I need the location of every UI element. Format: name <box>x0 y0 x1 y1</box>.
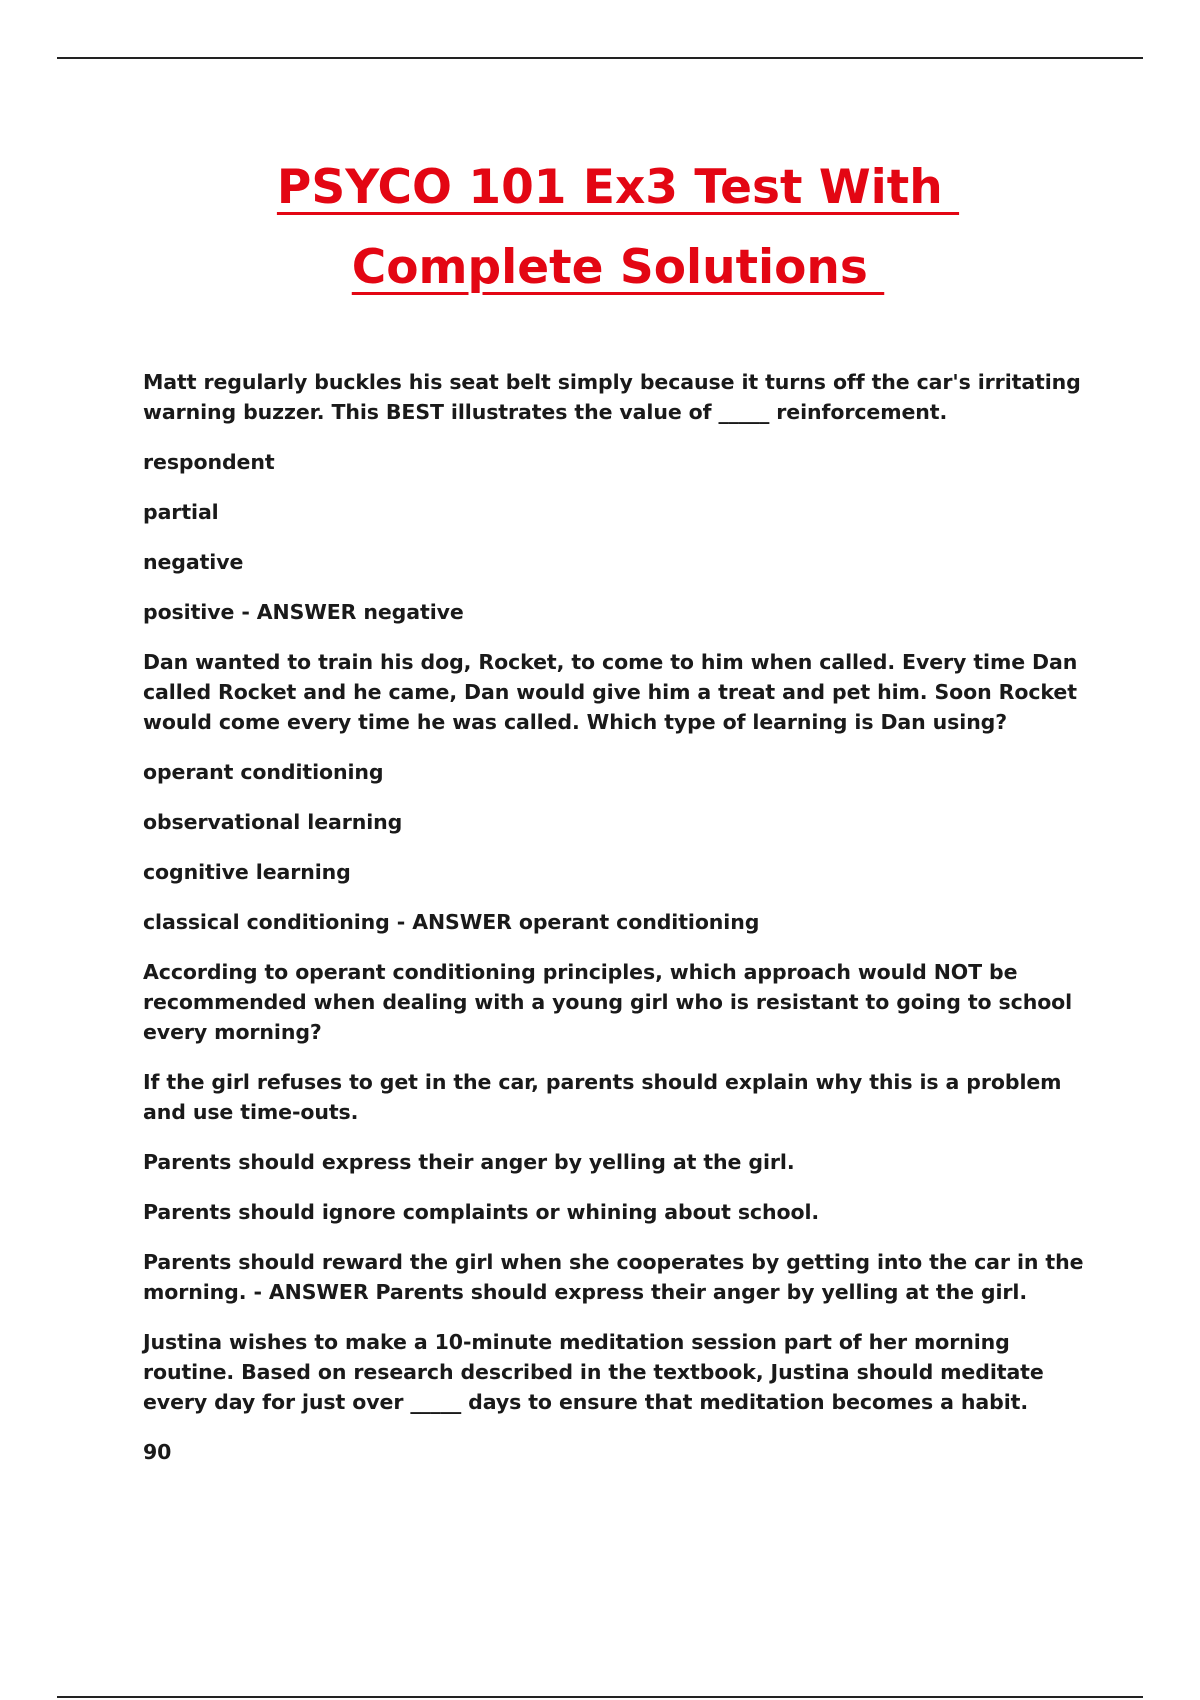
header-rule <box>57 57 1143 59</box>
question-2-option: observational learning <box>143 810 403 834</box>
question-2-answer: classical conditioning - ANSWER operant conditioning <box>143 910 760 934</box>
document-title <box>0 148 1200 308</box>
question-3-option: If the girl refuses to get in the car, parents should explain why this is a problem and use time-outs. <box>143 1070 1062 1124</box>
question-3-answer: Parents should reward the girl when she cooperates by getting into the car in the morning. - ANSWER Parents should express their anger by yelling at the girl. <box>143 1250 1084 1304</box>
title-line-2: Complete Solutions <box>351 240 885 295</box>
footer-rule <box>57 1696 1143 1698</box>
question-3-option: Parents should ignore complaints or whining about school. <box>143 1200 820 1224</box>
question-2-option: cognitive learning <box>143 860 351 884</box>
document-body <box>143 367 1093 1487</box>
question-2-option: operant conditioning <box>143 760 384 784</box>
question-3-option: Parents should express their anger by yelling at the girl. <box>143 1150 795 1174</box>
title-line-1: PSYCO 101 Ex3 Test With <box>276 160 960 215</box>
question-4: Justina wishes to make a 10-minute meditation session part of her morning routine. Based on research described in the textbook, Justina should meditate every day for just over _____ days to ensure that meditation becomes a habit. <box>143 1330 1044 1414</box>
question-3: According to operant conditioning principles, which approach would NOT be recommended when dealing with a young girl who is resistant to going to school every morning? <box>143 960 1073 1044</box>
question-1-option: respondent <box>143 450 275 474</box>
question-1-option: partial <box>143 500 219 524</box>
question-1: Matt regularly buckles his seat belt simply because it turns off the car's irritating warning buzzer. This BEST illustrates the value of _____ reinforcement. <box>143 370 1081 424</box>
question-1-answer: positive - ANSWER negative <box>143 600 464 624</box>
question-2: Dan wanted to train his dog, Rocket, to come to him when called. Every time Dan called Rocket and he came, Dan would give him a treat and pet him. Soon Rocket would come every time he was called. Which type of learning is Dan using? <box>143 650 1078 734</box>
question-4-option: 90 <box>143 1440 172 1464</box>
question-1-option: negative <box>143 550 244 574</box>
